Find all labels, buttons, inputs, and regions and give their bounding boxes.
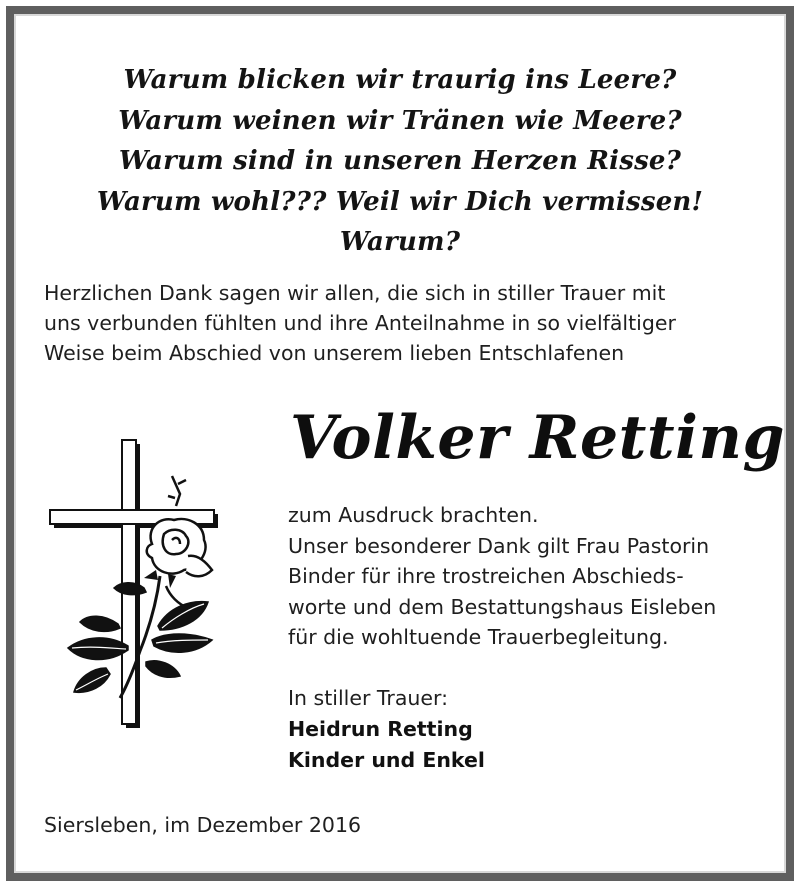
- closing-block: [288, 683, 485, 776]
- poem-line: Warum blicken wir traurig ins Leere?: [123, 65, 677, 95]
- closing-intro: In stiller Trauer:: [288, 686, 448, 710]
- thanks-intro: [44, 278, 764, 368]
- poem-line: Warum sind in unseren Herzen Risse?: [118, 146, 682, 176]
- poem-line: Warum?: [339, 227, 461, 257]
- body-line: zum Ausdruck brachten.: [288, 503, 539, 527]
- cross-with-rose-icon: [48, 436, 228, 732]
- intro-line: Herzlichen Dank sagen wir allen, die sich in stiller Trauer mit: [44, 281, 666, 305]
- place-and-date: Siersleben, im Dezember 2016: [44, 813, 362, 837]
- body-line: Binder für ihre trostreichen Abschieds-: [288, 564, 684, 588]
- poem-line: Warum weinen wir Tränen wie Meere?: [118, 105, 682, 136]
- intro-line: Weise beim Abschied von unserem lieben Entschlafenen: [44, 341, 625, 365]
- deceased-name: Volker Retting: [290, 403, 785, 473]
- signatory-name: Heidrun Retting: [288, 717, 473, 741]
- thanks-body: [288, 500, 716, 653]
- body-line: Unser besonderer Dank gilt Frau Pastorin: [288, 533, 710, 558]
- signatory-name: Kinder und Enkel: [288, 748, 485, 772]
- body-line: worte und dem Bestattungshaus Eisleben: [288, 594, 717, 619]
- intro-line: uns verbunden fühlten und ihre Anteilnahme in so vielfältiger: [44, 311, 676, 335]
- body-line: für die wohltuende Trauerbegleitung.: [288, 625, 669, 649]
- poem-block: [0, 60, 800, 263]
- poem-line: Warum wohl??? Weil wir Dich vermissen!: [96, 186, 704, 217]
